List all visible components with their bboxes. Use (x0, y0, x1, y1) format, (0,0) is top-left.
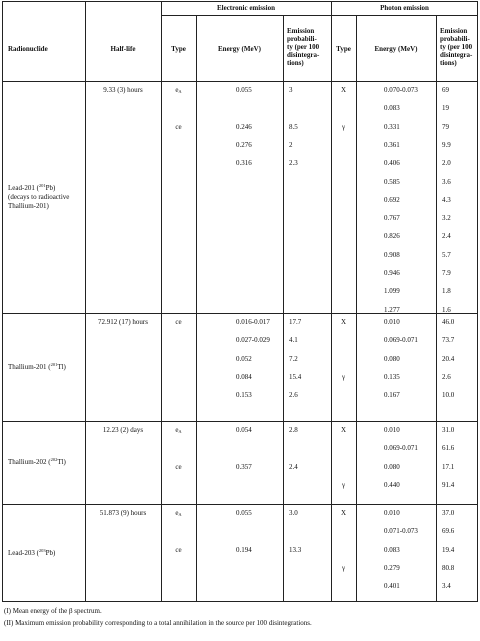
photon-emission-header: Photon emission (380, 4, 429, 12)
photon-energy: 0.767 (384, 214, 400, 223)
electron-probability: 13.3 (289, 545, 302, 554)
electron-energy: 0.246 (236, 122, 252, 131)
photon-energy: 0.069-0.071 (384, 336, 418, 345)
photon-probability: 91.4 (442, 480, 455, 489)
photon-probability: 3.6 (442, 177, 451, 186)
photon-probability: 17.1 (442, 462, 455, 471)
electron-probability: 17.7 (289, 318, 302, 326)
photon-energy: 0.279 (384, 563, 400, 572)
h-rule (2, 81, 478, 82)
photon-type: X (340, 426, 347, 434)
photon-probability-header: Emission (440, 27, 468, 35)
photon-energy: 0.083 (384, 545, 400, 554)
footnote-2: (II) Maximum emission probability corresponding to a total annihilation in the source per 100 disintegrations. (4, 619, 312, 627)
electron-probability: 2.6 (289, 391, 298, 400)
radionuclide-note: Thallium-201) (8, 201, 49, 210)
photon-energy: 0.083 (384, 104, 400, 113)
photon-energy: 0.401 (384, 582, 400, 591)
photon-probability: 19.4 (442, 545, 455, 554)
photon-energy: 0.826 (384, 232, 400, 241)
photon-probability: 4.3 (442, 195, 451, 204)
v-rule (356, 15, 357, 602)
photon-energy: 0.010 (384, 318, 400, 326)
photon-probability: 1.6 (442, 305, 451, 314)
photon-probability: 69 (442, 86, 449, 94)
photon-energy: 0.135 (384, 372, 400, 381)
photon-energy: 0.071-0.073 (384, 527, 418, 536)
photon-probability: 3.4 (442, 582, 451, 591)
photon-probability: 37.0 (442, 509, 455, 517)
v-rule (196, 15, 197, 602)
electron-probability-header: ty (per 100 (287, 43, 320, 51)
half-life-value: 72.912 (17) hours (98, 318, 148, 326)
photon-energy: 0.406 (384, 159, 400, 168)
electron-energy: 0.357 (236, 462, 252, 471)
photon-type-header: Type (336, 45, 351, 53)
electron-type: ce (175, 545, 182, 554)
electron-probability: 2 (289, 140, 293, 149)
electron-type: $e_A$ (175, 509, 182, 517)
electron-probability-header: disintegra- (287, 51, 320, 59)
footnotes (4, 605, 312, 629)
photon-type: γ (341, 480, 346, 489)
electronic-emission-header: Electronic emission (216, 4, 275, 12)
electron-type: ce (175, 122, 182, 131)
electron-probability: 2.4 (289, 462, 298, 471)
photon-energy: 0.692 (384, 195, 400, 204)
electron-probability: 3.0 (289, 509, 298, 517)
radionuclide-name: Lead-201 ($^{201}$Pb) (8, 182, 56, 192)
photon-energy: 0.070-0.073 (384, 86, 418, 94)
photon-probability: 3.2 (442, 214, 451, 223)
electron-probability-header: Emission (287, 27, 315, 35)
half-life-header: Half-life (110, 45, 136, 53)
electron-probability: 7.2 (289, 354, 298, 363)
electron-type: ce (175, 462, 182, 471)
radionuclide-note: (decays to radioactive (8, 192, 70, 201)
electron-energy: 0.055 (236, 509, 252, 517)
photon-energy: 1.099 (384, 287, 400, 296)
electron-energy: 0.052 (236, 354, 252, 363)
photon-energy: 0.069-0.071 (384, 444, 418, 453)
photon-energy: 1.277 (384, 305, 400, 314)
photon-energy: 0.585 (384, 177, 400, 186)
footnote-1: (I) Mean energy of the β spectrum. (4, 607, 102, 615)
radionuclide-name: Thallium-201 ($^{201}$Tl) (8, 361, 66, 371)
photon-probability-header: probabili- (440, 35, 470, 43)
photon-probability: 2.6 (442, 372, 451, 381)
electron-energy: 0.276 (236, 140, 252, 149)
h-rule (161, 15, 478, 16)
h-rule (2, 421, 478, 422)
photon-probability: 31.0 (442, 426, 455, 434)
photon-probability: 2.0 (442, 159, 451, 168)
electron-type: $e_A$ (175, 86, 182, 94)
electron-type: $e_A$ (175, 426, 182, 434)
electron-energy: 0.027-0.029 (236, 336, 270, 345)
photon-probability-header: disintegra- (440, 51, 473, 59)
electron-energy: 0.054 (236, 426, 252, 434)
photon-probability: 80.8 (442, 563, 455, 572)
photon-type: γ (341, 372, 346, 381)
electron-probability: 4.1 (289, 336, 298, 345)
half-life-value: 9.33 (3) hours (103, 86, 143, 94)
photon-type: X (340, 509, 347, 517)
photon-energy: 0.908 (384, 250, 400, 259)
photon-type: X (340, 318, 347, 326)
v-rule (436, 15, 437, 602)
h-rule (2, 313, 478, 314)
electron-probability: 3 (289, 86, 293, 94)
photon-energy: 0.440 (384, 480, 400, 489)
electron-type-header: Type (171, 45, 186, 53)
half-life-value: 12.23 (2) days (102, 426, 144, 434)
radionuclide-header: Radionuclide (8, 45, 48, 53)
photon-energy: 0.010 (384, 426, 400, 434)
electron-energy: 0.153 (236, 391, 252, 400)
photon-probability: 5.7 (442, 250, 451, 259)
electron-probability: 8.5 (289, 122, 298, 131)
electron-probability: 15.4 (289, 372, 302, 381)
photon-energy: 0.080 (384, 462, 400, 471)
photon-type: γ (341, 122, 346, 131)
v-rule (283, 15, 284, 602)
photon-probability: 46.0 (442, 318, 455, 326)
photon-probability-header: tions) (440, 59, 457, 67)
photon-probability-header: ty (per 100 (440, 43, 473, 51)
radionuclide-name: Thallium-202 ($^{202}$Tl) (8, 457, 66, 466)
photon-energy: 0.010 (384, 509, 400, 517)
electron-energy: 0.194 (236, 545, 252, 554)
photon-probability: 2.4 (442, 232, 451, 241)
photon-probability: 19 (442, 104, 449, 113)
photon-energy: 0.946 (384, 269, 400, 277)
photon-energy: 0.331 (384, 122, 400, 131)
photon-probability: 10.0 (442, 391, 455, 400)
photon-probability: 9.9 (442, 140, 451, 149)
photon-type: X (340, 86, 347, 94)
photon-energy: 0.361 (384, 140, 400, 149)
photon-probability: 7.9 (442, 269, 451, 277)
electron-type: ce (175, 318, 182, 326)
electron-probability-header: probabili- (287, 35, 317, 43)
electron-energy: 0.055 (236, 86, 252, 94)
electron-probability: 2.3 (289, 159, 298, 168)
photon-probability: 79 (442, 122, 449, 131)
photon-energy: 0.167 (384, 391, 400, 400)
photon-energy: 0.080 (384, 354, 400, 363)
photon-probability: 69.6 (442, 527, 455, 536)
electron-probability: 2.8 (289, 426, 298, 434)
photon-energy-header: Energy (MeV) (374, 45, 418, 53)
electron-energy: 0.016-0.017 (236, 318, 270, 326)
h-rule (2, 504, 478, 505)
photon-probability: 20.4 (442, 354, 455, 363)
radionuclide-name: Lead-203 ($^{203}$Pb) (8, 547, 56, 557)
electron-energy: 0.316 (236, 159, 252, 168)
photon-probability: 61.6 (442, 444, 455, 453)
half-life-value: 51.873 (9) hours (99, 509, 147, 517)
photon-type: γ (341, 563, 346, 572)
photon-probability: 73.7 (442, 336, 455, 345)
electron-probability-header: tions) (287, 59, 304, 67)
electron-energy-header: Energy (MeV) (218, 45, 261, 53)
photon-probability: 1.8 (442, 287, 451, 296)
electron-energy: 0.084 (236, 372, 252, 381)
